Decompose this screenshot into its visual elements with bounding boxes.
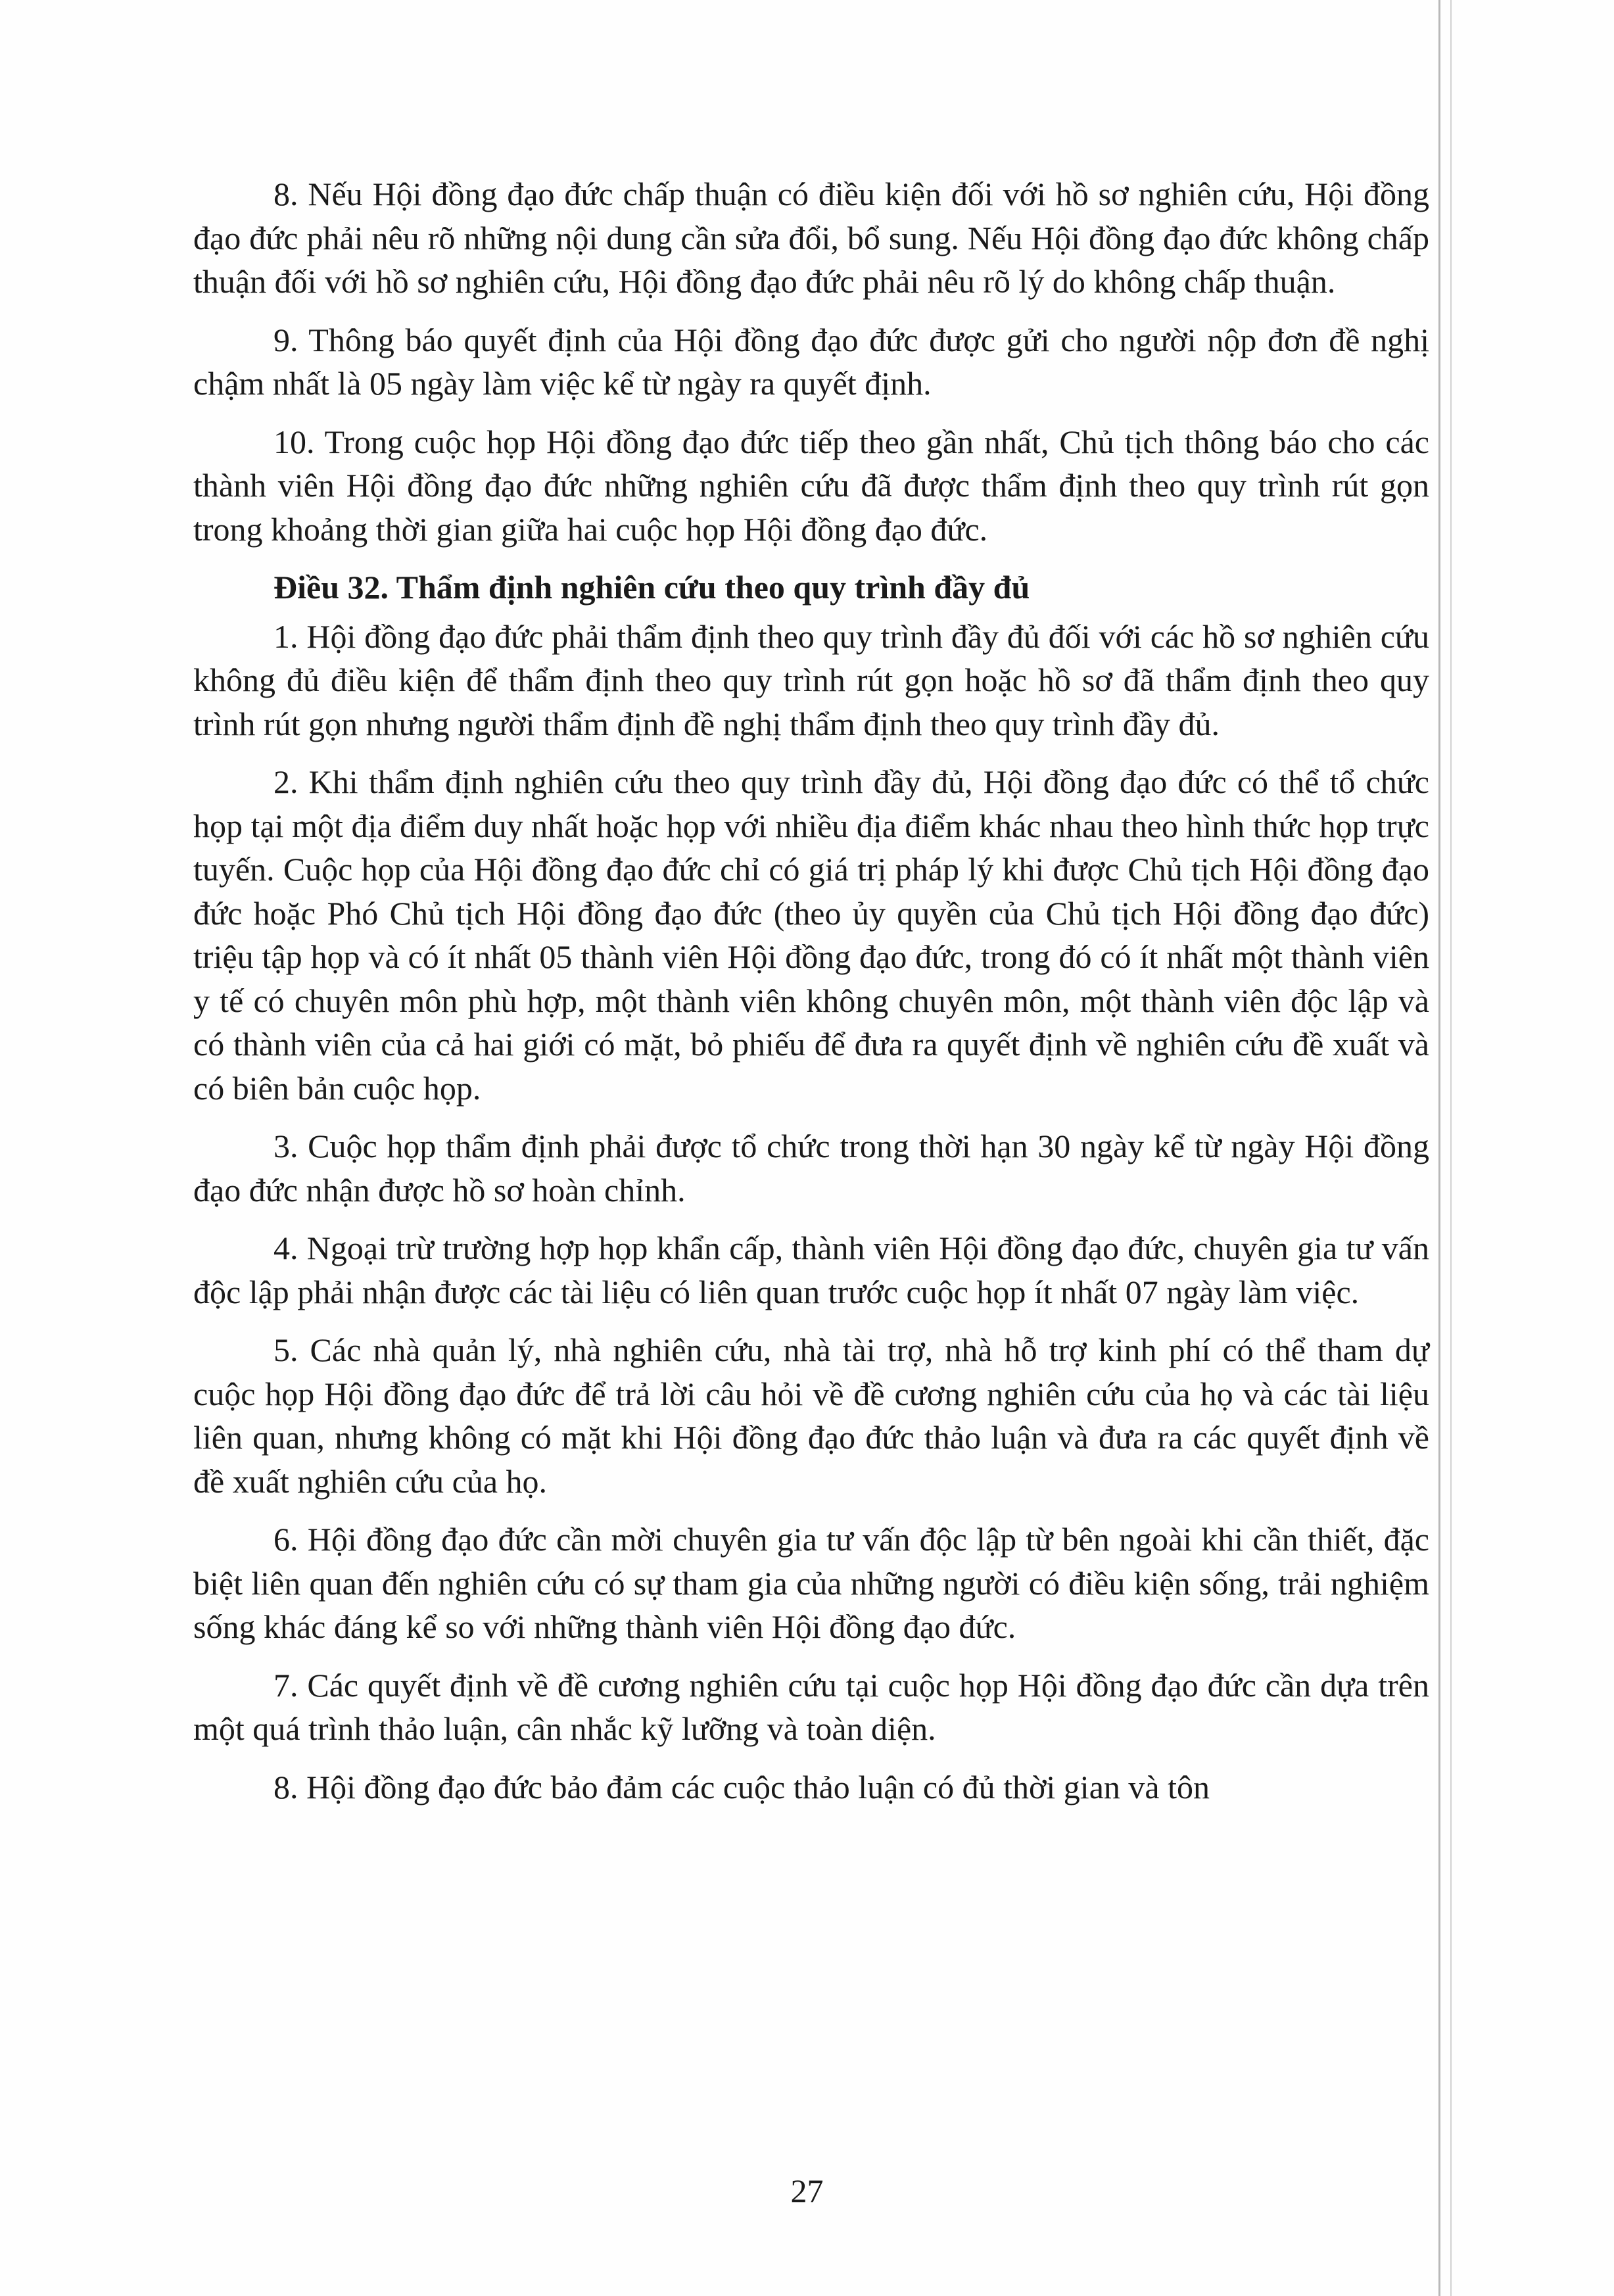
paragraph-9: 9. Thông báo quyết định của Hội đồng đạo đức được gửi cho người nộp đơn đề nghị chậm nhất là 05 ngày làm việc kể từ ngày ra quyết định. [193,321,1429,402]
article-paragraph-8: 8. Hội đồng đạo đức bảo đảm các cuộc thảo luận có đủ thời gian và tôn [273,1768,1210,1806]
article-paragraph-2: 2. Khi thẩm định nghiên cứu theo quy trình đầy đủ, Hội đồng đạo đức có thể tổ chức họp tại một địa điểm duy nhất hoặc họp với nhiều địa điểm khác nhau theo hình thức họp trực tuyến. Cuộc họp của Hội đồng đạo đức chỉ có giá trị pháp lý khi được Chủ tịch Hội đồng đạo đức hoặc Phó Chủ tịch Hội đồng đạo đức (theo ủy quyền của Chủ tịch Hội đồng đạo đức) triệu tập họp và có ít nhất 05 thành viên Hội đồng đạo đức, trong đó có ít nhất một thành viên y tế có chuyên môn phù hợp, một thành viên không chuyên môn, một thành viên độc lập và có thành viên của cả hai giới có mặt, bỏ phiếu để đưa ra quyết định về nghiên cứu đề xuất và có biên bản cuộc họp. [193,763,1429,1107]
article-paragraph-6: 6. Hội đồng đạo đức cần mời chuyên gia tư vấn độc lập từ bên ngoài khi cần thiết, đặc biệt liên quan đến nghiên cứu có sự tham gia của những người có điều kiện sống, trải nghiệm sống khác đáng kể so với những thành viên Hội đồng đạo đức. [193,1521,1429,1645]
article-paragraph-3: 3. Cuộc họp thẩm định phải được tổ chức trong thời hạn 30 ngày kể từ ngày Hội đồng đạo đức nhận được hồ sơ hoàn chỉnh. [193,1128,1429,1208]
document-body [193,172,1429,1823]
scan-edge-line-inner [1450,0,1452,2296]
paragraph-8: 8. Nếu Hội đồng đạo đức chấp thuận có điều kiện đối với hồ sơ nghiên cứu, Hội đồng đạo đức phải nêu rõ những nội dung cần sửa đổi, bổ sung. Nếu Hội đồng đạo đức không chấp thuận đối với hồ sơ nghiên cứu, Hội đồng đạo đức phải nêu rõ lý do không chấp thuận. [193,176,1429,300]
article-paragraph-4: 4. Ngoại trừ trường hợp họp khẩn cấp, thành viên Hội đồng đạo đức, chuyên gia tư vấn độc lập phải nhận được các tài liệu có liên quan trước cuộc họp ít nhất 07 ngày làm việc. [193,1230,1429,1310]
scan-edge-line [1438,0,1440,2296]
article-paragraph-7: 7. Các quyết định về đề cương nghiên cứu tại cuộc họp Hội đồng đạo đức cần dựa trên một quá trình thảo luận, cân nhắc kỹ lưỡng và toàn diện. [193,1666,1429,1747]
paragraph-10: 10. Trong cuộc họp Hội đồng đạo đức tiếp theo gần nhất, Chủ tịch thông báo cho các thành viên Hội đồng đạo đức những nghiên cứu đã được thẩm định theo quy trình rút gọn trong khoảng thời gian giữa hai cuộc họp Hội đồng đạo đức. [193,423,1429,548]
article-paragraph-5: 5. Các nhà quản lý, nhà nghiên cứu, nhà tài trợ, nhà hỗ trợ kinh phí có thể tham dự cuộc họp Hội đồng đạo đức để trả lời câu hỏi về đề cương nghiên cứu của họ và các tài liệu liên quan, nhưng không có mặt khi Hội đồng đạo đức thảo luận và đưa ra các quyết định về đề xuất nghiên cứu của họ. [193,1331,1429,1500]
page-number: 27 [790,2172,824,2209]
article-paragraph-1: 1. Hội đồng đạo đức phải thẩm định theo quy trình đầy đủ đối với các hồ sơ nghiên cứu không đủ điều kiện để thẩm định theo quy trình rút gọn hoặc hồ sơ đã thẩm định theo quy trình rút gọn nhưng người thẩm định đề nghị thẩm định theo quy trình đầy đủ. [193,617,1429,742]
article-32-heading: Điều 32. Thẩm định nghiên cứu theo quy trình đầy đủ [273,569,1030,606]
